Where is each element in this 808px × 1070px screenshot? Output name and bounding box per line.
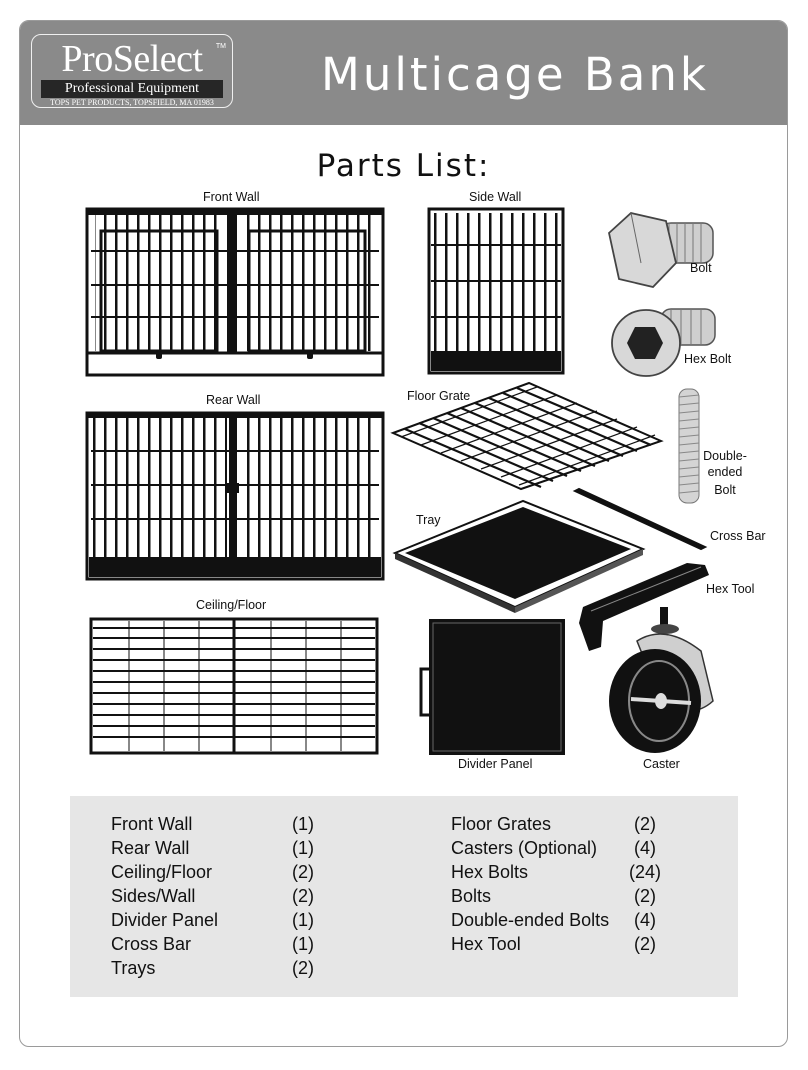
- list-item-name: Trays: [111, 958, 156, 978]
- list-item-name: Double-ended Bolts: [451, 910, 610, 930]
- ceiling-floor-drawing: [91, 619, 377, 753]
- double-ended-bolt-drawing: [679, 389, 699, 503]
- list-item-qty: (1): [292, 934, 314, 954]
- list-item-name: Hex Bolts: [451, 862, 529, 882]
- list-item-name: Rear Wall: [111, 838, 190, 858]
- label-hex-tool: Hex Tool: [706, 582, 755, 596]
- list-item-qty: (2): [634, 814, 656, 834]
- label-cross-bar: Cross Bar: [710, 529, 766, 543]
- parts-list-box: [70, 796, 738, 997]
- label-front-wall: Front Wall: [203, 190, 260, 204]
- label-caster: Caster: [643, 757, 680, 771]
- label-bolt: Bolt: [690, 261, 712, 275]
- list-item-name: Bolts: [451, 886, 492, 906]
- list-item-qty: (2): [292, 886, 314, 906]
- label-double-ended-bolt-line1: Double-: [703, 449, 747, 463]
- parts-list-heading: Parts List:: [316, 148, 491, 184]
- list-item-name: Hex Tool: [451, 934, 521, 954]
- label-ceiling-floor: Ceiling/Floor: [196, 598, 267, 612]
- label-divider-panel: Divider Panel: [458, 757, 533, 771]
- list-item-qty: (1): [292, 910, 314, 930]
- bolt-drawing: [609, 213, 713, 287]
- document-title: Multicage Bank: [321, 48, 709, 101]
- list-item-name: Casters (Optional): [451, 838, 598, 858]
- list-item-qty: (24): [628, 862, 661, 882]
- list-item-qty: (1): [292, 814, 314, 834]
- list-item-qty: (4): [634, 838, 656, 858]
- list-item-name: Front Wall: [111, 814, 193, 834]
- brand-trademark: TM: [215, 43, 226, 50]
- list-item-name: Floor Grates: [451, 814, 552, 834]
- list-item-name: Divider Panel: [111, 910, 219, 930]
- front-wall-drawing: [87, 209, 383, 375]
- list-item-name: Cross Bar: [111, 934, 192, 954]
- list-item-qty: (2): [634, 934, 656, 954]
- label-floor-grate: Floor Grate: [407, 389, 471, 403]
- caster-drawing: [609, 607, 713, 753]
- list-item-name: Sides/Wall: [111, 886, 196, 906]
- divider-panel-drawing: [421, 619, 565, 755]
- label-side-wall: Side Wall: [469, 190, 522, 204]
- rear-wall-drawing: [87, 413, 383, 579]
- label-double-ended-bolt-line2: ended: [707, 465, 743, 479]
- list-item-name: Ceiling/Floor: [111, 862, 213, 882]
- brand-name: ProSelect: [61, 38, 203, 80]
- list-item-qty: (1): [292, 838, 314, 858]
- label-tray: Tray: [416, 513, 441, 527]
- list-item-qty: (4): [634, 910, 656, 930]
- parts-illustrations: [20, 21, 788, 781]
- label-double-ended-bolt-line3: Bolt: [714, 483, 736, 497]
- label-hex-bolt: Hex Bolt: [684, 352, 732, 366]
- brand-subtitle: Professional Equipment: [41, 80, 223, 98]
- side-wall-drawing: [429, 209, 563, 373]
- list-item-qty: (2): [292, 958, 314, 978]
- page-frame: [19, 20, 788, 1047]
- brand-address: TOPS PET PRODUCTS, TOPSFIELD, MA 01983: [50, 98, 214, 107]
- list-item-qty: (2): [292, 862, 314, 882]
- list-item-qty: (2): [634, 886, 656, 906]
- label-rear-wall: Rear Wall: [206, 393, 261, 407]
